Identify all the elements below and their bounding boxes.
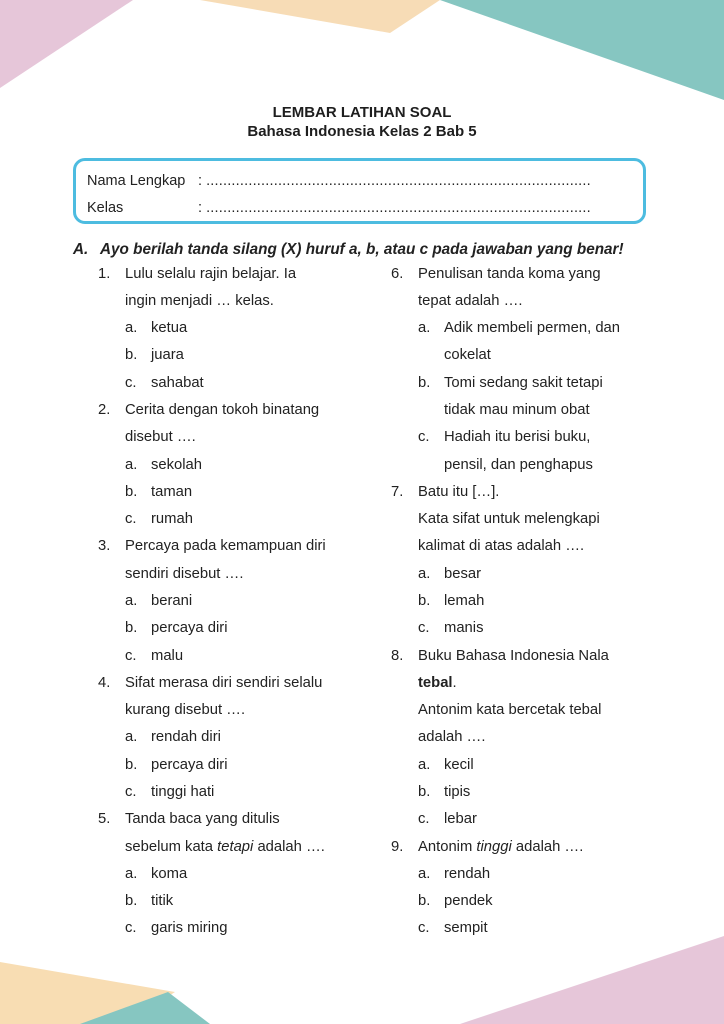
identity-box — [73, 158, 646, 224]
option-b-letter[interactable]: b. — [125, 757, 138, 773]
option-a-text[interactable]: koma — [151, 866, 188, 882]
option-c-letter[interactable]: c. — [125, 375, 137, 391]
worksheet-header — [0, 103, 724, 141]
question-text: Penulisan tanda koma yang — [418, 266, 601, 282]
top-peach-shape — [200, 0, 440, 33]
question-text: kurang disebut …. — [125, 702, 246, 718]
option-a-text[interactable]: besar — [444, 566, 482, 582]
option-a-text[interactable]: kecil — [444, 757, 474, 773]
option-b-letter[interactable]: b. — [418, 593, 431, 609]
question-italic-word: tinggi — [476, 839, 512, 855]
option-c-text[interactable]: lebar — [444, 811, 477, 827]
question-text: Lulu selalu rajin belajar. Ia — [125, 266, 297, 282]
option-b-letter[interactable]: b. — [418, 893, 431, 909]
option-a-letter[interactable]: a. — [125, 320, 138, 336]
bottom-right-pink-shape — [460, 936, 724, 1024]
option-b-text[interactable]: titik — [151, 893, 174, 909]
option-b-text[interactable]: juara — [151, 347, 184, 363]
question-text: Cerita dengan tokoh binatang — [125, 402, 320, 418]
question-text: adalah …. — [253, 839, 325, 855]
option-a-letter[interactable]: a. — [418, 757, 431, 773]
option-c-letter[interactable]: c. — [125, 784, 137, 800]
option-c-text[interactable]: manis — [444, 620, 484, 636]
name-field[interactable]: ........................................................................................... — [206, 173, 591, 189]
question-text-line — [418, 673, 457, 693]
option-c-text[interactable]: sempit — [444, 920, 488, 936]
question-text: Sifat merasa diri sendiri selalu — [125, 675, 323, 691]
option-a-letter[interactable]: a. — [125, 866, 138, 882]
question-number: 1. — [98, 266, 111, 282]
question-text: disebut …. — [125, 429, 196, 445]
option-c-text[interactable]: sahabat — [151, 375, 204, 391]
top-left-pink-shape — [0, 0, 133, 88]
question-italic-word: tetapi — [217, 839, 254, 855]
question-text: Kata sifat untuk melengkapi — [418, 511, 600, 527]
worksheet-subtitle: Bahasa Indonesia Kelas 2 Bab 5 — [247, 123, 477, 140]
option-b-text[interactable]: percaya diri — [151, 620, 228, 636]
option-b-text[interactable]: lemah — [444, 593, 485, 609]
option-b-text[interactable]: pendek — [444, 893, 493, 909]
option-c-letter[interactable]: c. — [125, 648, 137, 664]
section-letter: A. — [73, 241, 89, 258]
option-a-text[interactable]: rendah diri — [151, 729, 221, 745]
question-text: adalah …. — [418, 729, 486, 745]
option-c-text[interactable]: pensil, dan penghapus — [444, 457, 593, 473]
question-bold-word: tebal — [418, 675, 453, 691]
question-text: Percaya pada kemampuan diri — [125, 538, 326, 554]
option-a-letter[interactable]: a. — [125, 457, 138, 473]
class-label: Kelas — [87, 200, 124, 216]
question-text-line — [418, 837, 583, 857]
question-text: ingin menjadi … kelas. — [125, 293, 274, 309]
name-label: Nama Lengkap — [87, 173, 186, 189]
name-row — [87, 171, 591, 191]
option-c-letter[interactable]: c. — [418, 811, 430, 827]
option-c-text[interactable]: rumah — [151, 511, 193, 527]
option-a-letter[interactable]: a. — [418, 866, 431, 882]
question-number: 9. — [391, 839, 404, 855]
question-text: Batu itu […]. — [418, 484, 500, 500]
question-text: Antonim kata bercetak tebal — [418, 702, 602, 718]
option-b-text[interactable]: percaya diri — [151, 757, 228, 773]
option-b-text[interactable]: tidak mau minum obat — [444, 402, 590, 418]
option-c-text[interactable]: Hadiah itu berisi buku, — [444, 429, 591, 445]
question-text-line — [125, 837, 325, 857]
question-text: Tanda baca yang ditulis — [125, 811, 280, 827]
option-c-text[interactable]: tinggi hati — [151, 784, 215, 800]
worksheet-title: LEMBAR LATIHAN SOAL — [272, 104, 452, 121]
option-b-letter[interactable]: b. — [125, 620, 138, 636]
option-b-text[interactable]: taman — [151, 484, 193, 500]
question-text: . — [452, 675, 457, 691]
question-text: kalimat di atas adalah …. — [418, 538, 585, 554]
option-c-letter[interactable]: c. — [418, 920, 430, 936]
option-b-letter[interactable]: b. — [125, 484, 138, 500]
option-a-text[interactable]: berani — [151, 593, 193, 609]
question-text: sendiri disebut …. — [125, 566, 244, 582]
option-c-text[interactable]: garis miring — [151, 920, 228, 936]
question-number: 5. — [98, 811, 111, 827]
option-a-letter[interactable]: a. — [418, 320, 431, 336]
top-right-teal-shape — [440, 0, 724, 100]
question-number: 6. — [391, 266, 404, 282]
option-a-letter[interactable]: a. — [125, 729, 138, 745]
option-a-text[interactable]: rendah — [444, 866, 491, 882]
question-text: tepat adalah …. — [418, 293, 523, 309]
name-colon: : — [198, 173, 203, 189]
option-a-text[interactable]: ketua — [151, 320, 188, 336]
option-b-letter[interactable]: b. — [125, 347, 138, 363]
option-a-text[interactable]: sekolah — [151, 457, 203, 473]
option-c-letter[interactable]: c. — [125, 511, 137, 527]
question-text: adalah …. — [511, 839, 584, 855]
option-b-letter[interactable]: b. — [418, 375, 431, 391]
question-text: Antonim — [418, 839, 477, 855]
class-row — [87, 198, 591, 218]
instruction-text: Ayo berilah tanda silang (X) huruf a, b, atau c pada jawaban yang benar! — [100, 241, 624, 258]
question-number: 8. — [391, 648, 404, 664]
option-c-letter[interactable]: c. — [418, 620, 430, 636]
question-text: sebelum kata — [125, 839, 218, 855]
option-c-letter[interactable]: c. — [125, 920, 137, 936]
section-instruction — [73, 240, 653, 260]
question-number: 7. — [391, 484, 404, 500]
question-number: 2. — [98, 402, 111, 418]
option-b-text[interactable]: Tomi sedang sakit tetapi — [444, 375, 603, 391]
option-b-letter[interactable]: b. — [125, 893, 138, 909]
option-a-letter[interactable]: a. — [418, 566, 431, 582]
option-b-letter[interactable]: b. — [418, 784, 431, 800]
question-number: 4. — [98, 675, 111, 691]
option-c-text[interactable]: malu — [151, 648, 184, 664]
question-text: Buku Bahasa Indonesia Nala — [418, 648, 609, 664]
class-colon: : — [198, 200, 203, 216]
option-a-letter[interactable]: a. — [125, 593, 138, 609]
option-a-text[interactable]: cokelat — [444, 347, 491, 363]
option-a-text[interactable]: Adik membeli permen, dan — [444, 320, 621, 336]
class-field[interactable]: ........................................................................................... — [206, 200, 591, 216]
option-c-letter[interactable]: c. — [418, 429, 430, 445]
option-b-text[interactable]: tipis — [444, 784, 471, 800]
question-number: 3. — [98, 538, 111, 554]
